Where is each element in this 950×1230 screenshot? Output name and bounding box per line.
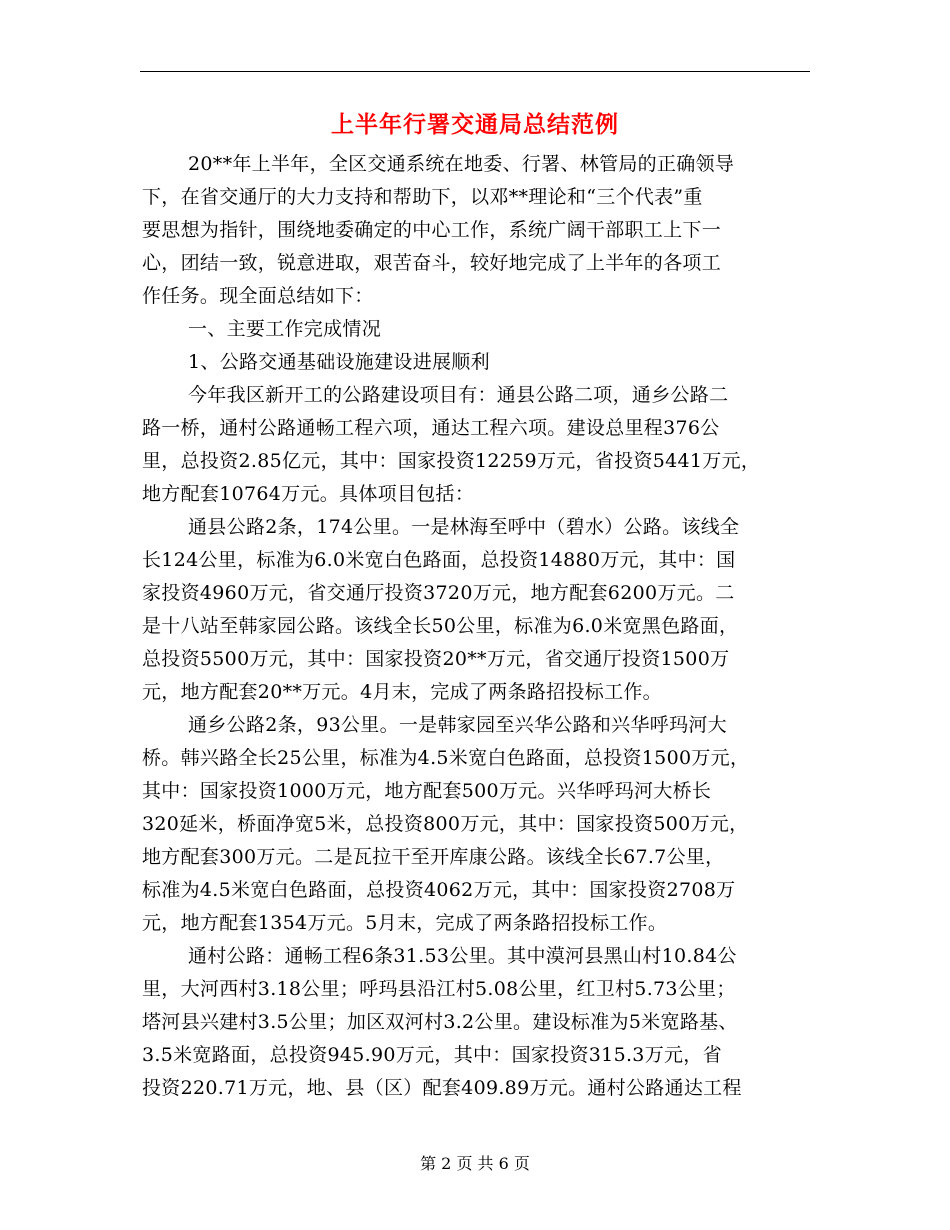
page-number: 第 2 页 共 6 页 — [420, 1154, 530, 1173]
subsection-heading: 1、公路交通基础设施建设进展顺利 — [188, 351, 490, 373]
text-line: 家投资4960万元，省交通厅投资3720万元，地方配套6200万元。二 — [142, 582, 735, 604]
text-line: 是十八站至韩家园公路。该线全长50公里，标准为6.0米宽黑色路面， — [142, 615, 739, 637]
text-line: 通村公路：通畅工程6条31.53公里。其中漠河县黑山村10.84公 — [188, 945, 737, 967]
text-line: 320延米，桥面净宽5米，总投资800万元，其中：国家投资500万元， — [142, 813, 749, 835]
text-line: 其中：国家投资1000万元，地方配套500万元。兴华呼玛河大桥长 — [142, 780, 712, 802]
text-line: 地方配套300万元。二是瓦拉干至开库康公路。该线全长67.7公里， — [142, 846, 725, 868]
text-line: 里，总投资2.85亿元，其中：国家投资12259万元，省投资5441万元， — [142, 450, 761, 472]
text-line: 元，地方配套1354万元。5月末，完成了两条路招投标工作。 — [142, 912, 668, 934]
text-line: 长124公里，标准为6.0米宽白色路面，总投资14880万元，其中：国 — [142, 549, 736, 571]
text-line: 今年我区新开工的公路建设项目有：通县公路二项，通乡公路二 — [188, 384, 729, 406]
text-line: 心，团结一致，锐意进取，艰苦奋斗，较好地完成了上半年的各项工 — [142, 252, 722, 274]
text-line: 要思想为指针，围绕地委确定的中心工作，系统广阔干部职工上下一 — [142, 219, 722, 241]
text-line: 桥。韩兴路全长25公里，标准为4.5米宽白色路面，总投资1500万元， — [142, 747, 750, 769]
text-line: 通县公路2条，174公里。一是林海至呼中（碧水）公路。该线全 — [188, 516, 740, 538]
text-line: 标准为4.5米宽白色路面，总投资4062万元，其中：国家投资2708万 — [142, 879, 736, 901]
text-line: 作任务。现全面总结如下： — [142, 285, 374, 307]
text-line: 地方配套10764万元。具体项目包括： — [142, 483, 475, 505]
header-rule — [140, 71, 810, 72]
section-heading: 一、主要工作完成情况 — [188, 318, 382, 340]
text-line: 20**年上半年，全区交通系统在地委、行署、林管局的正确领导 — [188, 153, 735, 175]
text-line: 总投资5500万元，其中：国家投资20**万元，省交通厅投资1500万 — [142, 648, 730, 670]
document-title: 上半年行署交通局总结范例 — [331, 112, 619, 138]
text-line: 下，在省交通厅的大力支持和帮助下，以邓**理论和“三个代表”重 — [142, 186, 703, 208]
text-line: 里，大河西村3.18公里；呼玛县沿江村5.08公里，红卫村5.73公里； — [142, 978, 736, 1000]
text-line: 3.5米宽路面，总投资945.90万元，其中：国家投资315.3万元，省 — [142, 1044, 722, 1066]
text-line: 元，地方配套20**万元。4月末，完成了两条路招投标工作。 — [142, 681, 662, 703]
text-line: 通乡公路2条，93公里。一是韩家园至兴华公路和兴华呼玛河大 — [188, 714, 727, 736]
text-line: 投资220.71万元，地、县（区）配套409.89万元。通村公路通达工程 — [142, 1077, 742, 1099]
text-line: 塔河县兴建村3.5公里；加区双河村3.2公里。建设标准为5米宽路基、 — [142, 1011, 738, 1033]
text-line: 路一桥，通村公路通畅工程六项，通达工程六项。建设总里程376公 — [142, 417, 720, 439]
